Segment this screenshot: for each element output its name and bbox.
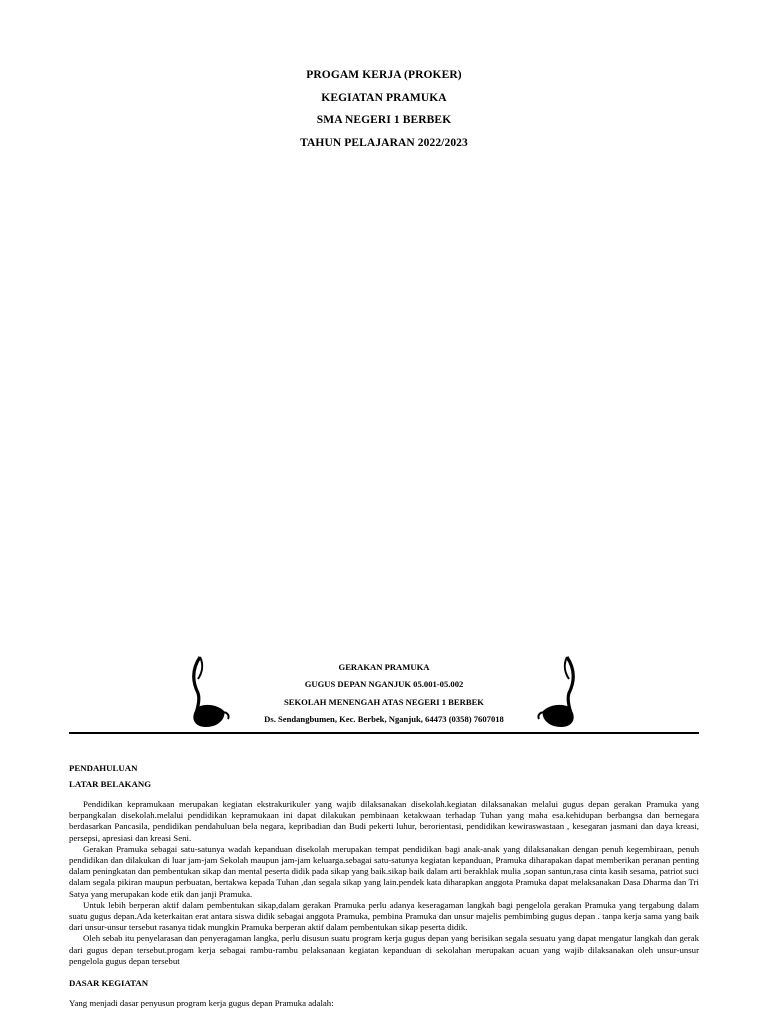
- body-paragraph: Gerakan Pramuka sebagai satu-satunya wadah kepanduan disekolah merupakan tempat pendidikan bagi anak-anak yang dilaksanakan dengan penuh kegembiraan, penuh pendidikan dan dilakukan di luar jam-jam Sekolah maupun jam-jam keluarga.sebagai satu-satunya kegiatan kepanduan, Pramuka diharapakan dapat memberikan peranan penting dalam peningkatan dan pembentukan sikap dan mental peserta didik pada sikap yang baik.sikap baik dalam arti berakhlak mulia ,sopan santun,rasa cinta kasih sesama, patriot suci dalam segala pikiran maupun perbuatan, bertakwa kepada Tuhan ,dan segala sikap yang lain.pendek kata diharapkan anggota Pramuka dapat melaksanakan Dasa Dharma dan Tri Satya yang merupakan kode etik dan janji Pramuka.: [69, 843, 699, 899]
- title-line-program: PROGAM KERJA (PROKER): [306, 69, 462, 81]
- letterhead-address: Ds. Sendangbumen, Kec. Berbek, Nganjuk, 64473 (0358) 7607018: [264, 713, 504, 724]
- body-paragraph: Oleh sebab itu penyelarasan dan penyeragaman langka, perlu disusun suatu program kerja gugus depan yang berisikan segala sesuatu yang dapat mengatur langkah dan gerak dari gugus depan tersebut.progam kerja sebagai rambu-rambu pelaksanaan kegiatan kepanduan di sekolahan merupakan acuan yang wajib dilaksanakan oleh unsur-unsur pengelola gugus depan tersebut: [69, 933, 699, 966]
- dasar-intro-text: Yang menjadi dasar penyusun program kerja gugus depan Pramuka adalah:: [69, 998, 334, 1009]
- letterhead-school-name: SEKOLAH MENENGAH ATAS NEGERI 1 BERBEK: [283, 696, 484, 707]
- document-body: [69, 762, 699, 1009]
- body-paragraph: Pendidikan kepramukaan merupakan kegiatan ekstrakurikuler yang wajib dilaksanakan disekolah.kegiatan dilaksanakan melalui gugus depan gerakan Pramuka yang berpangkalan disekolah.melalui pendidikan kepramukaan ini dapat dilakukan pembinaan ketakwaan terhadap Tuhan yang maha esa.kehidupan berbangsa dan bernegara berdasarkan Pancasila, pendidikan pendahuluan bela negara, kepribadian dan Budi pekerti luhur, berorientasi, pendidikan kewiraswastaan , kesegaran jasmani dan daya kreasi, persepsi, apresiasi dan kreasi Seni.: [69, 799, 699, 843]
- title-line-school: SMA NEGERI 1 BERBEK: [316, 114, 452, 127]
- letterhead-divider: [69, 732, 699, 734]
- body-paragraph: Untuk lebih berperan aktif dalam pembentukan sikap,dalam gerakan Pramuka perlu adanya keseragaman langkah bagi pengelola gerakan Pramuka yang tergabung dalam suatu gugus depan.Ada keterkaitan erat antara siswa didik sebagai anggota Pramuka, pembina Pramuka dan unsur majelis pembimbing gugus depan . tanpa kerja sama yang baik dari unsur-unsur tersebut rasanya tidak mungkin Pramuka berperan aktif dalam pembentukan sikap peserta didik.: [69, 899, 699, 933]
- section-heading-dasar-kegiatan: DASAR KEGIATAN: [69, 978, 149, 989]
- letterhead-text: [180, 662, 588, 731]
- title-line-year: TAHUN PELAJARAN 2022/2023: [300, 136, 468, 149]
- tunas-kelapa-icon: [535, 655, 579, 729]
- document-title: [0, 68, 768, 158]
- title-line-activity: KEGIATAN PRAMUKA: [321, 91, 447, 104]
- section-heading-latar-belakang: LATAR BELAKANG: [69, 779, 152, 789]
- section-heading-pendahuluan: PENDAHULUAN: [69, 763, 138, 773]
- letterhead: [0, 655, 768, 745]
- letterhead-organization: GERAKAN PRAMUKA: [338, 662, 430, 672]
- letterhead-gugus-depan: GUGUS DEPAN NGANJUK 05.001-05.002: [304, 679, 464, 690]
